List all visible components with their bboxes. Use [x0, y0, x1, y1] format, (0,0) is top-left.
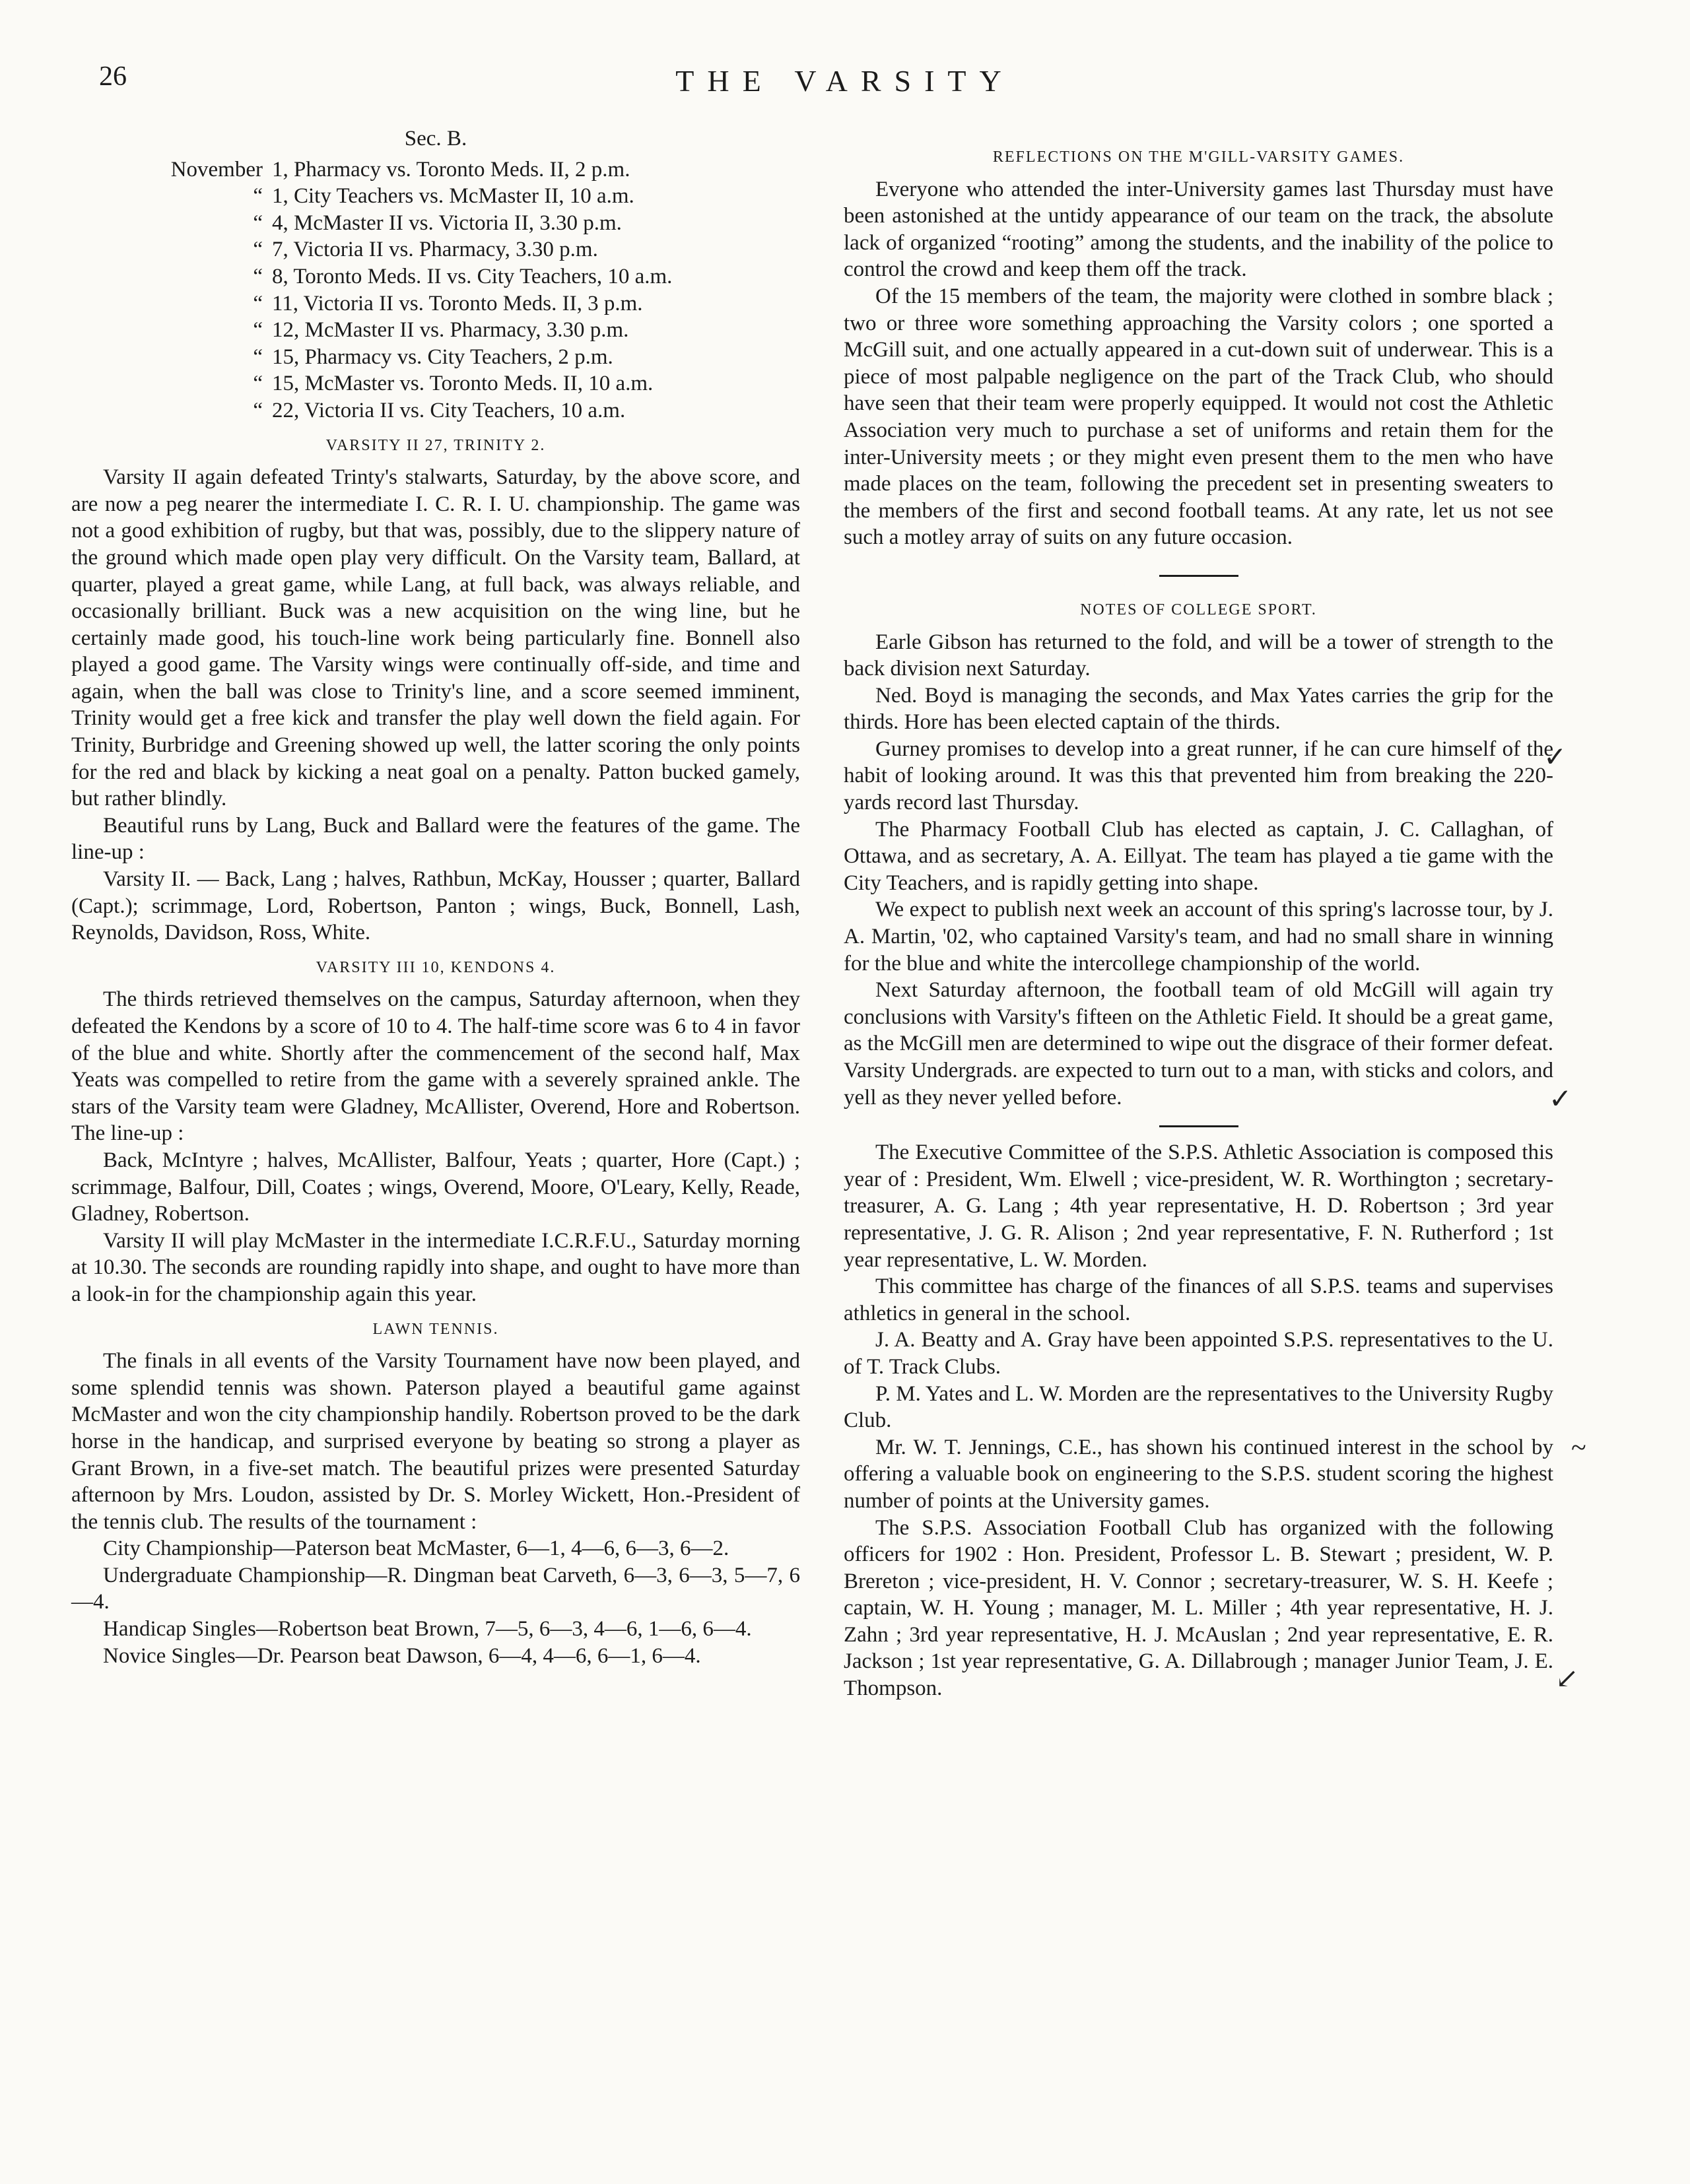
paragraph: This committee has charge of the finances of all S.P.S. teams and supervises athletics in general in the school.	[844, 1274, 1553, 1325]
schedule-row	[71, 263, 800, 290]
schedule-row	[71, 183, 800, 210]
result-line: Handicap Singles—Robertson beat Brown, 7—5, 6—3, 4—6, 1—6, 6—4.	[103, 1617, 752, 1641]
schedule-game: 22, Victoria II vs. City Teachers, 10 a.m.	[272, 398, 626, 422]
schedule-game: 1, City Teachers vs. McMaster II, 10 a.m.	[272, 184, 634, 209]
section-divider	[1159, 575, 1238, 577]
schedule-month: “	[253, 318, 263, 343]
result-line: City Championship—Paterson beat McMaster, 6—1, 4—6, 6—3, 6—2.	[103, 1537, 729, 1561]
schedule-month: “	[253, 291, 263, 315]
schedule-game: 11, Victoria II vs. Toronto Meds. II, 3 p.m.	[272, 291, 643, 315]
paragraph: Earle Gibson has returned to the fold, and will be a tower of strength to the back division next Saturday.	[844, 630, 1553, 681]
pencil-check-mark: ✓	[1549, 1084, 1572, 1115]
schedule-row	[71, 317, 800, 344]
schedule-month: “	[253, 345, 263, 369]
lineup-paragraph: Varsity II. — Back, Lang ; halves, Rathbun, McKay, Housser ; quarter, Ballard (Capt.); scrimmage, Lord, Robertson, Panton ; wings, Buck, Bonnell, Lash, Reynolds, Davidson, Ross, White.	[71, 867, 800, 945]
paragraph: The S.P.S. Association Football Club has organized with the following officers for 1902 : Hon. President, Professor L. B. Stewart ; president, W. P. Brereton ; vice-president, H. V. Connor ; secretary-treasurer, W. S. H. Keefe ; captain, W. H. Young ; manager, M. L. Miller ; 4th year representative, H. J. Zahn ; 3rd year representative, H. J. McAuslan ; 2nd year representative, E. R. Jackson ; 1st year representative, G. A. Dillabrough ; manager Junior Team, J. E. Thompson.	[844, 1515, 1553, 1701]
schedule-row	[71, 156, 800, 183]
schedule-month: November	[170, 157, 263, 182]
schedule-game: 1, Pharmacy vs. Toronto Meds. II, 2 p.m.	[272, 157, 630, 182]
left-column	[71, 125, 800, 1669]
reflections-heading: REFLECTIONS ON THE M'GILL-VARSITY GAMES.	[992, 149, 1405, 166]
masthead: THE VARSITY	[675, 64, 1015, 98]
paragraph: Gurney promises to develop into a great runner, if he can cure himself of the habit of looking around. It was this that prevented him from breaking the 220-yards record last Thursday.	[844, 737, 1553, 815]
schedule-row	[71, 290, 800, 317]
schedule-list	[71, 156, 800, 424]
paragraph: The finals in all events of the Varsity Tournament have now been played, and some splendid tennis was shown. Paterson played a beautiful game against McMaster and won the city championship handily. Robertson proved to be the dark horse in the handicap, and surprised everyone by beating so strong a player as Grant Brown, in a five-set match. The beautiful prizes were presented Saturday afternoon by Mrs. Loudon, assisted by Dr. S. Morley Wickett, Hon.-President of the tennis club. The results of the tournament :	[71, 1349, 800, 1534]
paragraph: We expect to publish next week an account of this spring's lacrosse tour, by J. A. Martin, '02, who captained Varsity's team, and had no small share in winning for the blue and white the intercollege championship of the world.	[844, 898, 1553, 976]
varsity-kendons-heading: VARSITY III 10, KENDONS 4.	[316, 958, 556, 976]
paragraph: Varsity II again defeated Trinty's stalwarts, Saturday, by the above score, and are now a peg nearer the intermediate I. C. R. I. U. championship. The game was not a good exhibition of rugby, but that was, possibly, due to the slippery nature of the ground which made open play very difficult. On the Varsity team, Ballard, at quarter, played a great game, while Lang, at full back, was always reliable, and occasionally brilliant. Buck was a new acquisition on the wing line, but he certainly made good, his touch-line work being particularly fine. Bonnell also played a good game. The Varsity wings were continually off-side, and time and again, when the ball was close to Trinity's line, and a score seemed imminent, Trinity would get a free kick and transfer the play well down the field again. For Trinity, Burbridge and Greening showed up well, the latter scoring the only points for the red and black by kicking a neat goal on a penalty. Patton bucked gamely, but rather blindly.	[71, 465, 800, 811]
result-line: Novice Singles—Dr. Pearson beat Dawson, 6—4, 4—6, 6—1, 6—4.	[103, 1643, 701, 1668]
paragraph: Beautiful runs by Lang, Buck and Ballard were the features of the game. The line-up :	[71, 813, 800, 865]
paragraph: Varsity II will play McMaster in the intermediate I.C.R.F.U., Saturday morning at 10.30. The seconds are rounding rapidly into shape, and ought to have more than a look-in for the championship again this year.	[71, 1228, 800, 1306]
schedule-month: “	[253, 264, 263, 288]
schedule-game: 4, McMaster II vs. Victoria II, 3.30 p.m.	[272, 211, 622, 235]
schedule-game: 7, Victoria II vs. Pharmacy, 3.30 p.m.	[272, 238, 598, 262]
schedule-month: “	[253, 238, 263, 262]
paragraph: P. M. Yates and L. W. Morden are the representatives to the University Rugby Club.	[844, 1381, 1553, 1433]
paragraph: The Executive Committee of the S.P.S. Athletic Association is composed this year of : President, Wm. Elwell ; vice-president, W. R. Worthington ; secretary-treasurer, A. G. Lang ; 4th year representative, H. D. Robertson ; 3rd year representative, J. G. R. Alison ; 2nd year representative, F. N. Rutherford ; 1st year representative, L. W. Morden.	[844, 1141, 1553, 1272]
section-divider	[1159, 1125, 1238, 1127]
schedule-title: Sec. B.	[404, 127, 467, 150]
paragraph: The Pharmacy Football Club has elected as captain, J. C. Callaghan, of Ottawa, and as secretary, A. A. Eillyat. The team has played a tie game with the City Teachers, and is rapidly getting into shape.	[844, 817, 1553, 895]
schedule-game: 15, McMaster vs. Toronto Meds. II, 10 a.m.	[272, 372, 654, 396]
schedule-game: 15, Pharmacy vs. City Teachers, 2 p.m.	[272, 345, 613, 369]
result-line: Undergraduate Championship—R. Dingman beat Carveth, 6—3, 6—3, 5—7, 6—4.	[71, 1563, 800, 1614]
paragraph: The thirds retrieved themselves on the campus, Saturday afternoon, when they defeated the Kendons by a score of 10 to 4. The half-time score was 6 to 4 in favor of the blue and white. Shortly after the commencement of the second half, Max Yeats was compelled to retire from the game with a severely sprained ankle. The stars of the Varsity team were Gladney, McAllister, Overend, Hore and Robertson. The line-up :	[71, 987, 800, 1146]
schedule-month: “	[253, 211, 263, 235]
schedule-row	[71, 210, 800, 237]
varsity-trinity-heading: VARSITY II 27, TRINITY 2.	[325, 436, 546, 454]
paragraph: Mr. W. T. Jennings, C.E., has shown his continued interest in the school by offering a valuable book on engineering to the S.P.S. student scoring the highest number of points at the University games.	[844, 1435, 1553, 1513]
pencil-check-mark: ↙	[1555, 1664, 1579, 1694]
notes-heading: NOTES OF COLLEGE SPORT.	[1080, 601, 1317, 618]
schedule-game: 12, McMaster II vs. Pharmacy, 3.30 p.m.	[272, 318, 629, 343]
schedule-game: 8, Toronto Meds. II vs. City Teachers, 10 a.m.	[272, 264, 673, 288]
pencil-check-mark: ✓	[1543, 743, 1567, 773]
pencil-dash-mark: ~	[1571, 1433, 1586, 1463]
page-number: 26	[99, 61, 127, 92]
right-column	[844, 125, 1553, 1702]
schedule-row	[71, 397, 800, 424]
paragraph: Next Saturday afternoon, the football team of old McGill will again try conclusions with Varsity's fifteen on the Athletic Field. It should be a great game, as the McGill men are determined to wipe out the disgrace of their former defeat. Varsity Undergrads. are expected to turn out to a man, with sticks and colors, and yell as they never yelled before.	[844, 978, 1553, 1109]
schedule-month: “	[253, 398, 263, 422]
schedule-row	[71, 344, 800, 371]
paragraph: Ned. Boyd is managing the seconds, and Max Yates carries the grip for the thirds. Hore has been elected captain of the thirds.	[844, 683, 1553, 735]
paragraph: Of the 15 members of the team, the majority were clothed in sombre black ; two or three wore something approaching the Varsity colors ; one sported a McGill suit, and one actually appeared in a cut-down suit of underwear. This is a piece of most palpable negligence on the part of the Track Club, who should have seen that their team were properly equipped. It would not cost the Athletic Association very much to purchase a set of uniforms and retain them for the inter-University meets ; or they might even present them to the men who have made places on the team, following the precedent set in presenting sweaters to the members of the first and second football teams. At any rate, let us not see such a motley array of suits on any future occasion.	[844, 284, 1553, 550]
paragraph: J. A. Beatty and A. Gray have been appointed S.P.S. representatives to the U. of T. Track Clubs.	[844, 1328, 1553, 1379]
lineup-paragraph: Back, McIntyre ; halves, McAllister, Balfour, Yeats ; quarter, Hore (Capt.) ; scrimmage, Balfour, Dill, Coates ; wings, Overend, Moore, O'Leary, Kelly, Reade, Gladney, Robertson.	[71, 1148, 800, 1226]
schedule-month: “	[253, 184, 263, 209]
paragraph: Everyone who attended the inter-University games last Thursday must have been astonished at the untidy appearance of our team on the track, the absolute lack of organized “rooting” among the students, and the inability of the police to control the crowd and keep them off the track.	[844, 177, 1553, 282]
schedule-row	[71, 370, 800, 397]
schedule-row	[71, 236, 800, 263]
schedule-month: “	[253, 372, 263, 396]
lawn-tennis-heading: LAWN TENNIS.	[372, 1320, 499, 1338]
